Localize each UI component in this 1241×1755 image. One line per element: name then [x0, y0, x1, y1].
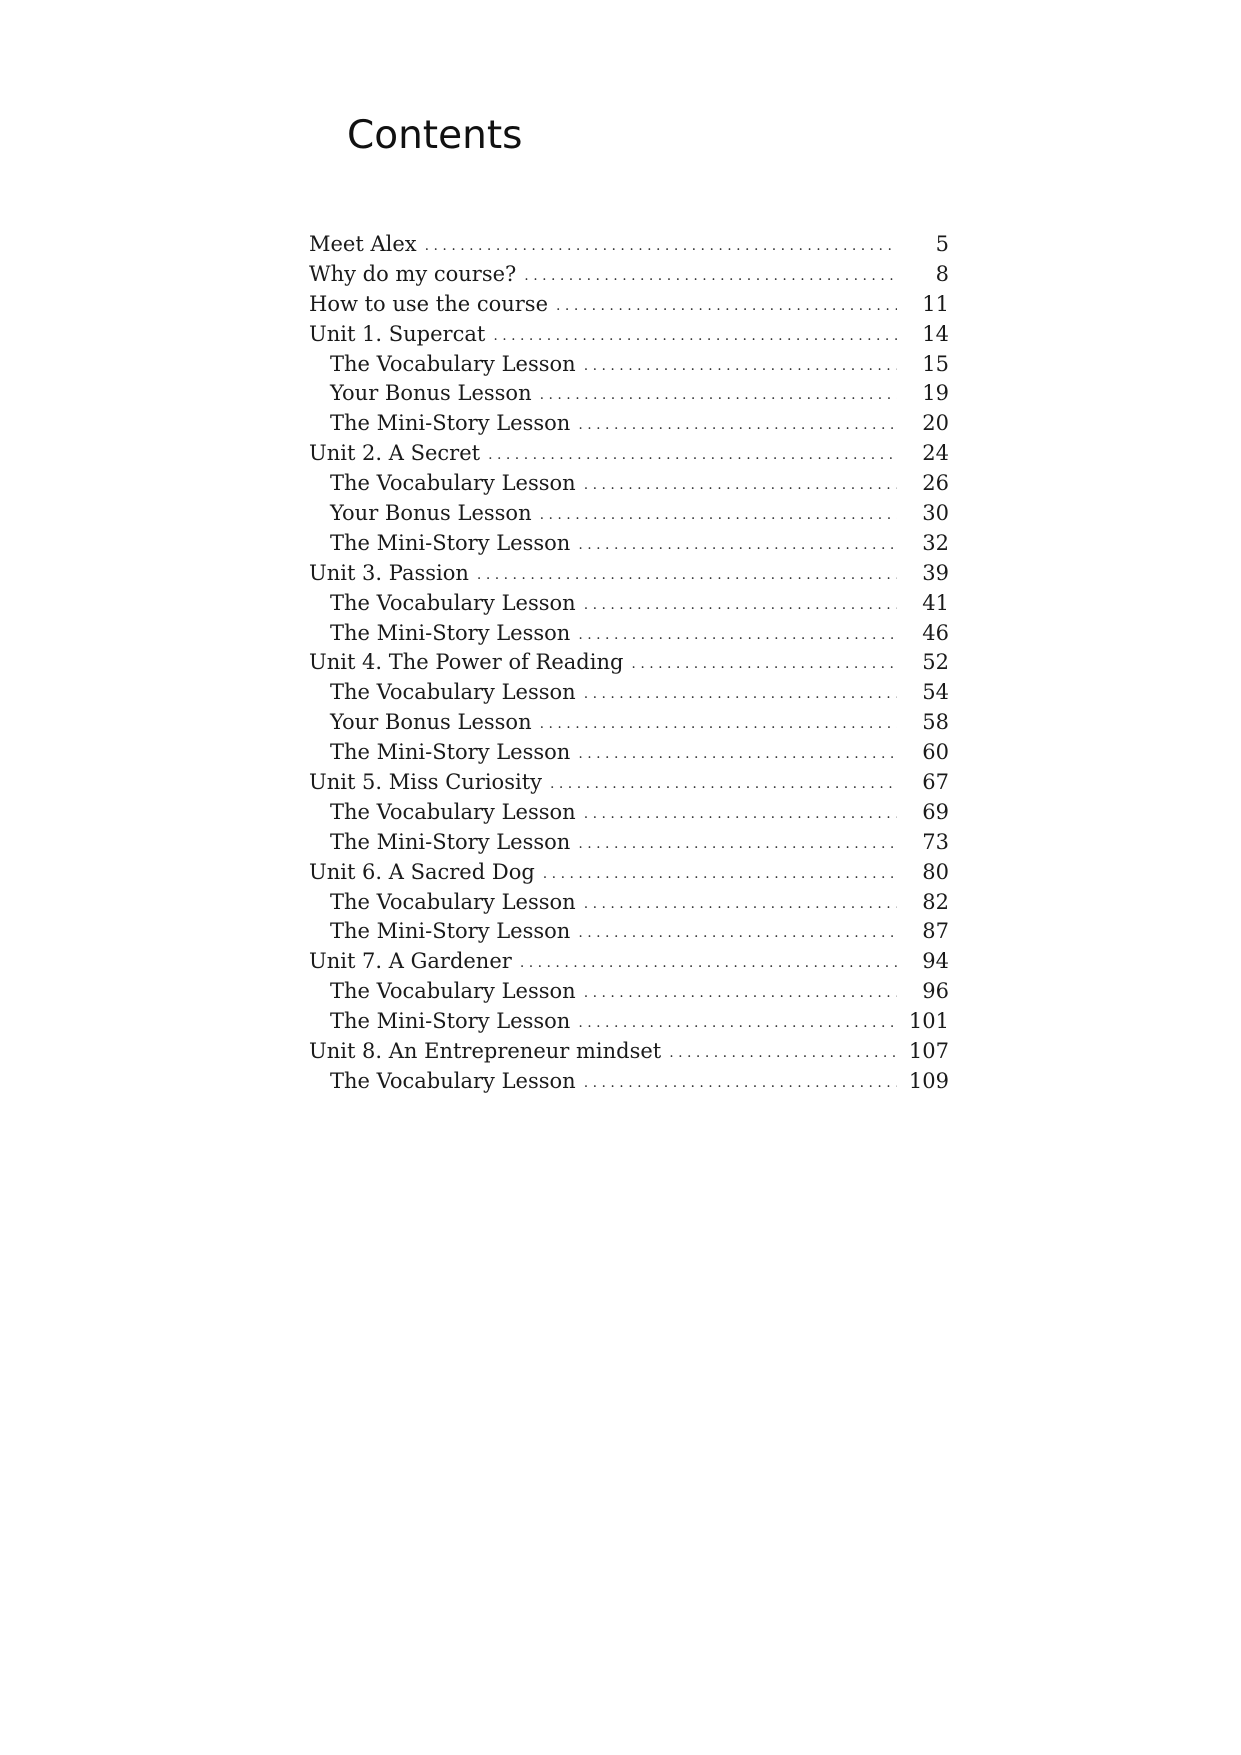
toc-entry[interactable]: [309, 320, 949, 350]
toc-page-number: 30: [922, 501, 949, 526]
toc-subentry[interactable]: [309, 469, 949, 499]
toc-page-number: 14: [922, 321, 949, 346]
toc-entry-label: The Mini-Story Lesson: [330, 1009, 571, 1034]
toc-subentry[interactable]: [309, 888, 949, 918]
toc-page-number: 11: [922, 291, 949, 316]
dot-leader: [493, 322, 897, 352]
toc-entry-label: The Mini-Story Lesson: [330, 919, 571, 944]
toc-entry-label: The Vocabulary Lesson: [330, 799, 576, 824]
toc-page-number: 94: [922, 949, 949, 974]
toc-entry-label: Unit 8. An Entrepreneur mindset: [309, 1039, 662, 1064]
toc-subentry[interactable]: [309, 589, 949, 619]
toc-page-number: 52: [922, 650, 949, 675]
toc-entry-label: Unit 4. The Power of Reading: [309, 650, 624, 675]
toc-subentry[interactable]: [309, 499, 949, 529]
toc-subentry[interactable]: [309, 798, 949, 828]
toc-entry-label: Your Bonus Lesson: [330, 710, 532, 735]
toc-entry-label: The Mini-Story Lesson: [330, 829, 571, 854]
toc-page-number: 101: [908, 1009, 949, 1034]
dot-leader: [425, 232, 897, 262]
toc-entry-label: Your Bonus Lesson: [330, 501, 532, 526]
toc-entry-label: Unit 3. Passion: [309, 560, 469, 585]
toc-subentry[interactable]: [309, 708, 949, 738]
toc-subentry[interactable]: [309, 350, 949, 380]
toc-entry[interactable]: [309, 439, 949, 469]
toc-page-number: 46: [922, 620, 949, 645]
toc-entry[interactable]: [309, 1037, 949, 1067]
toc-entry-label: The Vocabulary Lesson: [330, 680, 576, 705]
toc-page-number: 20: [922, 411, 949, 436]
toc-entry-label: Your Bonus Lesson: [330, 381, 532, 406]
dot-leader: [543, 860, 897, 890]
toc-entry-label: The Vocabulary Lesson: [330, 471, 576, 496]
toc-page-number: 32: [922, 530, 949, 555]
dot-leader: [578, 621, 897, 651]
toc-subentry[interactable]: [309, 917, 949, 947]
toc-subentry[interactable]: [309, 529, 949, 559]
toc-entry-label: The Mini-Story Lesson: [330, 740, 571, 765]
toc-page-number: 67: [922, 770, 949, 795]
toc-entry-label: Why do my course?: [309, 261, 517, 286]
toc-subentry[interactable]: [309, 379, 949, 409]
toc-page-number: 107: [908, 1039, 949, 1064]
toc-entry[interactable]: [309, 768, 949, 798]
toc-page-number: 60: [922, 740, 949, 765]
dot-leader: [631, 650, 897, 680]
toc-entry-label: The Mini-Story Lesson: [330, 530, 571, 555]
dot-leader: [524, 262, 897, 292]
toc-entry[interactable]: [309, 858, 949, 888]
toc-entry[interactable]: [309, 648, 949, 678]
toc-page-number: 8: [935, 261, 949, 286]
toc-entry-label: The Vocabulary Lesson: [330, 979, 576, 1004]
toc-entry-label: Unit 7. A Gardener: [309, 949, 512, 974]
toc-subentry[interactable]: [309, 1007, 949, 1037]
toc-page-number: 19: [922, 381, 949, 406]
toc-page-number: 24: [922, 441, 949, 466]
dot-leader: [584, 800, 897, 830]
toc-entry-label: The Vocabulary Lesson: [330, 590, 576, 615]
dot-leader: [520, 949, 897, 979]
dot-leader: [578, 919, 897, 949]
toc-entry[interactable]: [309, 559, 949, 589]
toc-entry-label: The Vocabulary Lesson: [330, 1068, 576, 1093]
toc-page-number: 96: [922, 979, 949, 1004]
toc-page-number: 39: [922, 560, 949, 585]
dot-leader: [584, 979, 897, 1009]
dot-leader: [584, 591, 897, 621]
dot-leader: [550, 770, 897, 800]
dot-leader: [477, 561, 897, 591]
toc-subentry[interactable]: [309, 1067, 949, 1097]
toc-page-number: 82: [922, 889, 949, 914]
toc-entry-label: Unit 6. A Sacred Dog: [309, 859, 535, 884]
toc-entry-label: The Vocabulary Lesson: [330, 351, 576, 376]
toc-entry-label: The Mini-Story Lesson: [330, 411, 571, 436]
dot-leader: [584, 890, 897, 920]
toc-subentry[interactable]: [309, 738, 949, 768]
toc-page-number: 5: [935, 232, 949, 256]
dot-leader: [578, 1009, 897, 1039]
toc-entry[interactable]: [309, 947, 949, 977]
toc-entry-label: The Vocabulary Lesson: [330, 889, 576, 914]
toc-page-number: 58: [922, 710, 949, 735]
toc-entry-label: Unit 2. A Secret: [309, 441, 481, 466]
dot-leader: [578, 830, 897, 860]
dot-leader: [488, 441, 897, 471]
toc-page-number: 69: [922, 799, 949, 824]
table-of-contents: [309, 230, 949, 1097]
toc-subentry[interactable]: [309, 828, 949, 858]
dot-leader: [578, 531, 897, 561]
toc-page-number: 73: [922, 829, 949, 854]
dot-leader: [584, 1069, 897, 1099]
toc-page-number: 26: [922, 471, 949, 496]
toc-entry-label: Unit 5. Miss Curiosity: [309, 770, 542, 795]
toc-subentry[interactable]: [309, 409, 949, 439]
toc-page-number: 87: [922, 919, 949, 944]
toc-entry-label: How to use the course: [309, 291, 549, 316]
toc-entry-label: Unit 1. Supercat: [309, 321, 486, 346]
dot-leader: [578, 411, 897, 441]
toc-entry[interactable]: [309, 230, 949, 260]
toc-entry-label: Meet Alex: [309, 232, 417, 256]
toc-page-number: 15: [922, 351, 949, 376]
toc-entry[interactable]: [309, 260, 949, 290]
toc-subentry[interactable]: [309, 619, 949, 649]
toc-subentry[interactable]: [309, 678, 949, 708]
dot-leader: [669, 1039, 897, 1069]
dot-leader: [556, 292, 897, 322]
toc-page-number: 109: [908, 1068, 949, 1093]
toc-page-number: 54: [922, 680, 949, 705]
toc-page-number: 80: [922, 859, 949, 884]
dot-leader: [584, 352, 897, 382]
toc-subentry[interactable]: [309, 977, 949, 1007]
dot-leader: [540, 381, 897, 411]
dot-leader: [584, 680, 897, 710]
page-title: Contents: [347, 113, 523, 158]
dot-leader: [540, 501, 897, 531]
toc-entry[interactable]: [309, 290, 949, 320]
dot-leader: [578, 740, 897, 770]
dot-leader: [584, 471, 897, 501]
toc-page-number: 41: [922, 590, 949, 615]
toc-entry-label: The Mini-Story Lesson: [330, 620, 571, 645]
dot-leader: [540, 710, 897, 740]
